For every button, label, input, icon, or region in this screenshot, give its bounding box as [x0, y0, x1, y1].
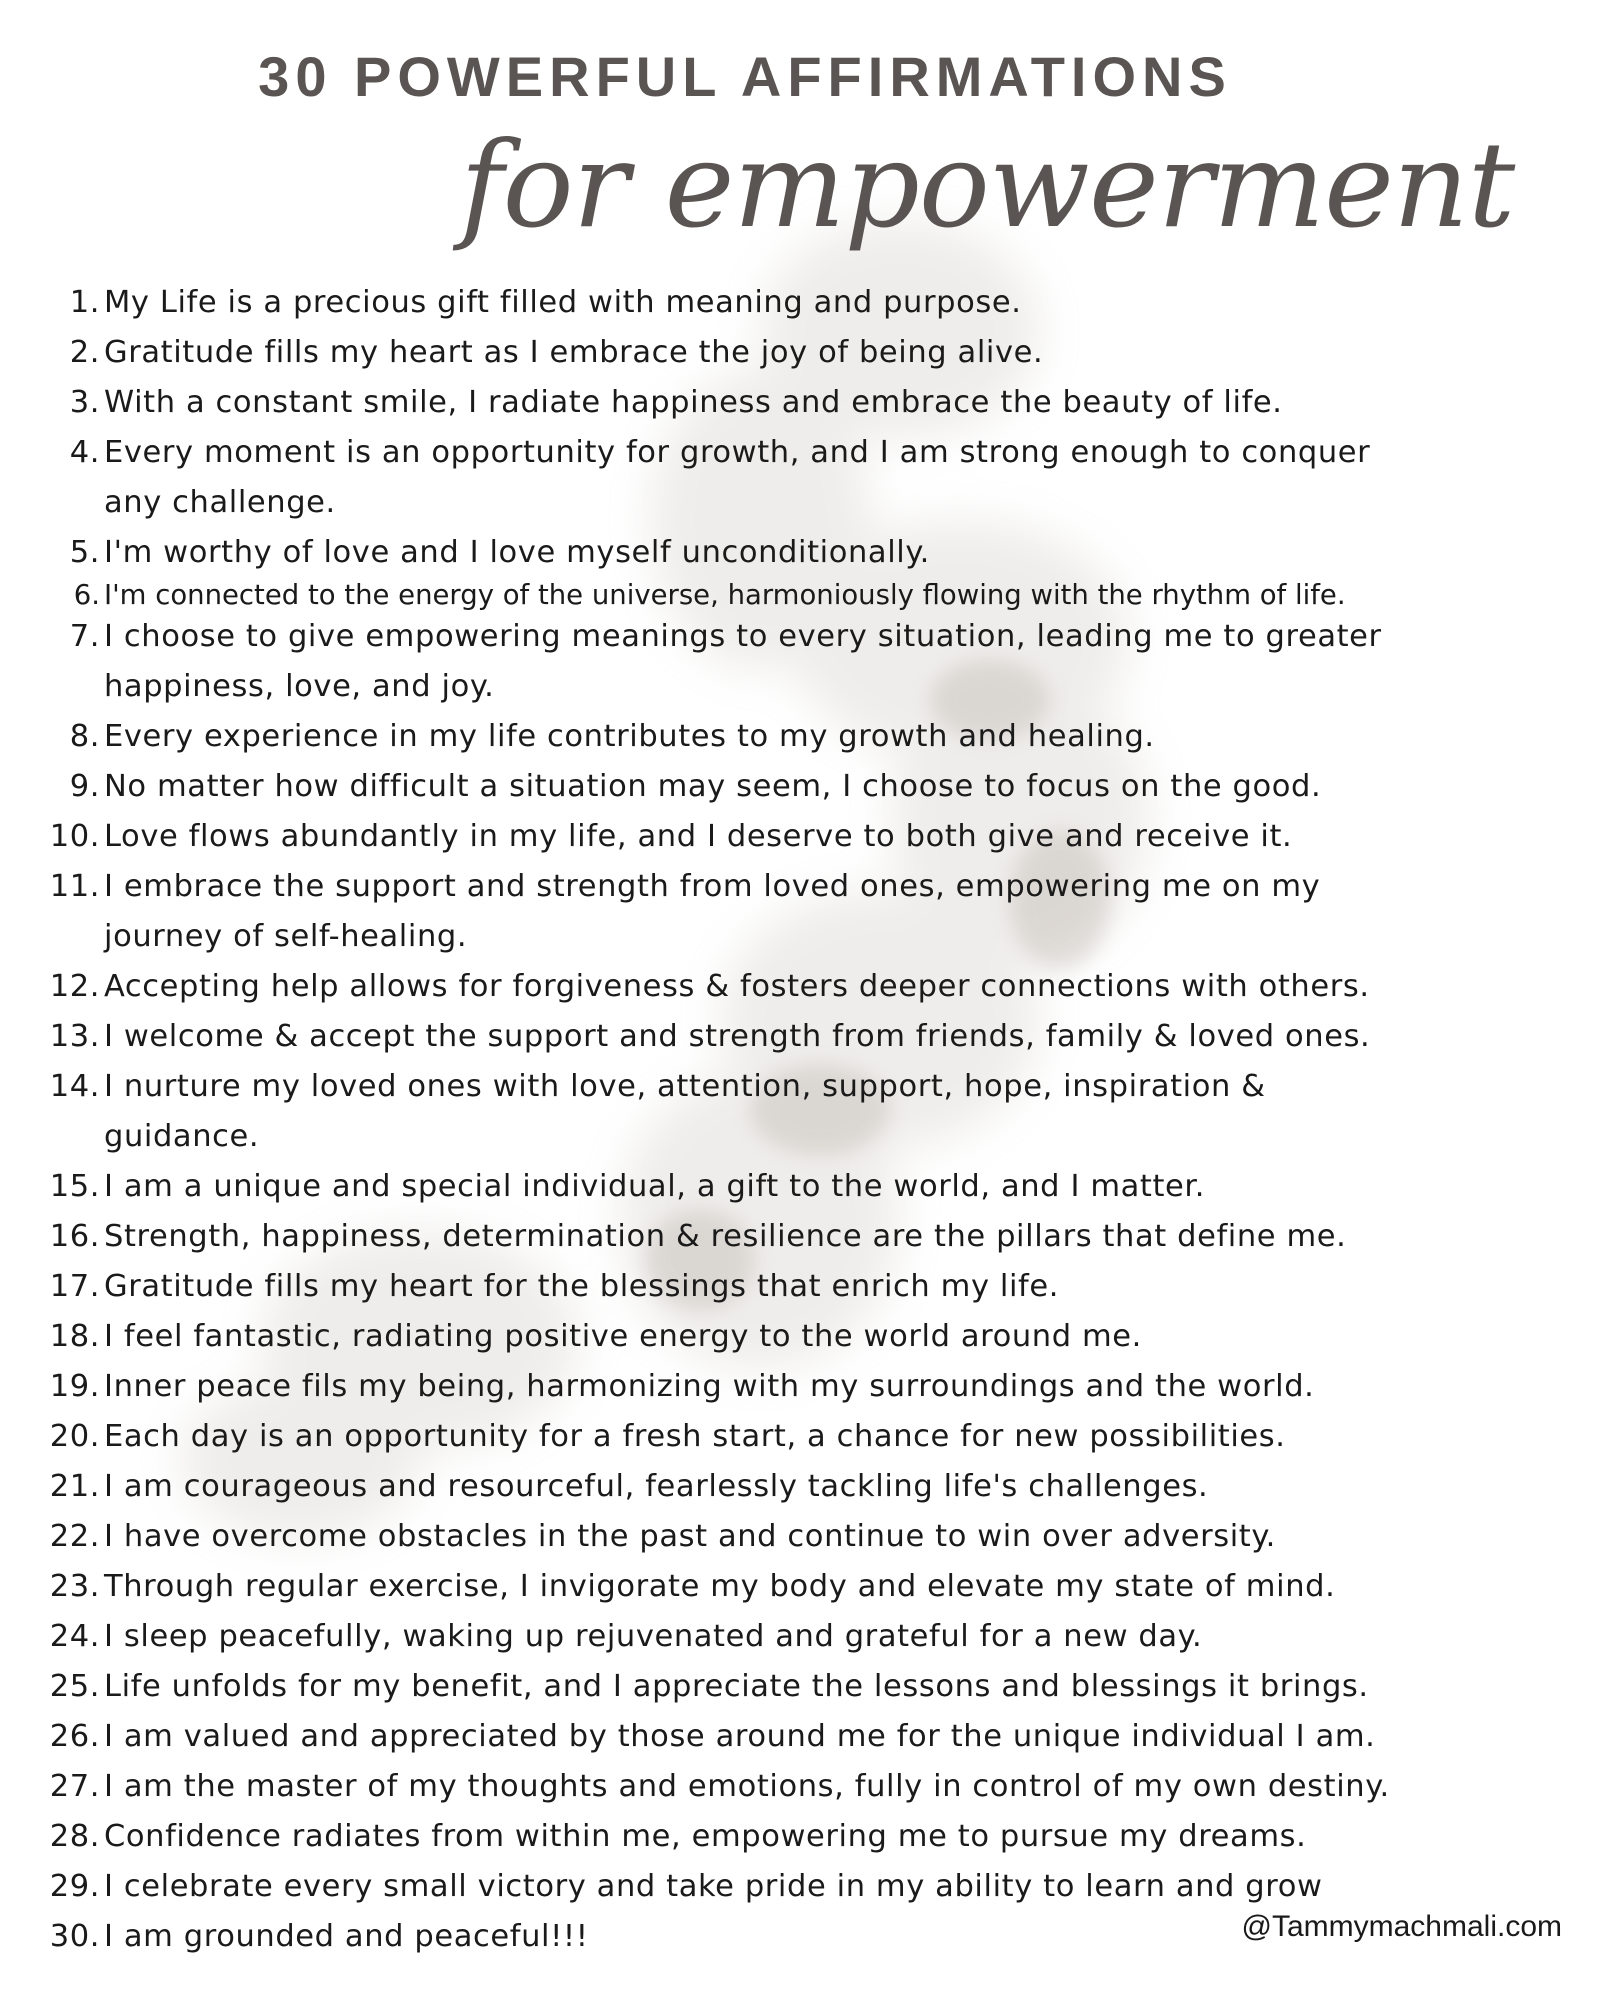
- affirmation-number: 22.: [49, 1519, 100, 1554]
- affirmation-text: Each day is an opportunity for a fresh start, a chance for new possibilities.: [104, 1419, 1286, 1454]
- affirmation-number: 27.: [49, 1769, 100, 1804]
- affirmation-text: With a constant smile, I radiate happiness and embrace the beauty of life.: [104, 385, 1283, 420]
- affirmation-number: 15.: [49, 1169, 100, 1204]
- affirmation-text: I am valued and appreciated by those around me for the unique individual I am.: [104, 1719, 1376, 1754]
- affirmation-text-continued: guidance.: [104, 1119, 260, 1154]
- credit-handle: @Tammymachmali.com: [1241, 1910, 1562, 1943]
- affirmation-text: Every moment is an opportunity for growth, and I am strong enough to conquer: [104, 435, 1371, 470]
- affirmation-text: I have overcome obstacles in the past and continue to win over adversity.: [104, 1519, 1276, 1554]
- affirmation-number: 24.: [49, 1619, 100, 1654]
- affirmation-number: 16.: [49, 1219, 100, 1254]
- affirmation-number: 9.: [69, 769, 100, 804]
- affirmation-text: I nurture my loved ones with love, attention, support, hope, inspiration &: [104, 1069, 1266, 1104]
- affirmation-number: 28.: [49, 1819, 100, 1854]
- affirmation-text-continued: any challenge.: [104, 485, 336, 520]
- affirmation-text: I sleep peacefully, waking up rejuvenated and grateful for a new day.: [104, 1619, 1203, 1654]
- affirmation-number: 3.: [69, 385, 100, 420]
- affirmation-number: 7.: [69, 619, 100, 654]
- affirmation-number: 10.: [49, 819, 100, 854]
- affirmation-number: 6.: [73, 579, 100, 611]
- affirmation-number: 14.: [49, 1069, 100, 1104]
- affirmation-number: 4.: [69, 435, 100, 470]
- page-title: 30 POWERFUL AFFIRMATIONS: [258, 45, 1232, 108]
- affirmation-text-continued: happiness, love, and joy.: [104, 669, 495, 704]
- affirmation-text: Love flows abundantly in my life, and I deserve to both give and receive it.: [104, 819, 1293, 854]
- affirmation-number: 26.: [49, 1719, 100, 1754]
- affirmation-text: Every experience in my life contributes to my growth and healing.: [104, 719, 1155, 754]
- affirmation-text: Inner peace fils my being, harmonizing with my surroundings and the world.: [104, 1369, 1315, 1404]
- affirmation-number: 25.: [49, 1669, 100, 1704]
- affirmation-text: Confidence radiates from within me, empowering me to pursue my dreams.: [104, 1819, 1307, 1854]
- affirmation-text: I embrace the support and strength from loved ones, empowering me on my: [104, 869, 1321, 904]
- affirmation-text: Life unfolds for my benefit, and I appreciate the lessons and blessings it brings.: [104, 1669, 1369, 1704]
- affirmation-text: I welcome & accept the support and strength from friends, family & loved ones.: [104, 1019, 1371, 1054]
- affirmation-text: I choose to give empowering meanings to every situation, leading me to greater: [104, 619, 1382, 654]
- affirmation-text: I'm connected to the energy of the universe, harmoniously flowing with the rhythm of life.: [104, 579, 1346, 611]
- affirmation-number: 19.: [49, 1369, 100, 1404]
- affirmation-number: 2.: [69, 335, 100, 370]
- affirmation-number: 5.: [69, 535, 100, 570]
- affirmation-number: 30.: [49, 1919, 100, 1954]
- affirmation-text: No matter how difficult a situation may seem, I choose to focus on the good.: [104, 769, 1322, 804]
- affirmation-number: 11.: [49, 869, 100, 904]
- page-subtitle: for empowerment: [460, 116, 1515, 254]
- affirmation-number: 17.: [49, 1269, 100, 1304]
- affirmation-text: I am grounded and peaceful!!!: [104, 1919, 589, 1954]
- affirmation-number: 1.: [69, 285, 100, 320]
- affirmation-number: 21.: [49, 1469, 100, 1504]
- affirmation-text: I am a unique and special individual, a gift to the world, and I matter.: [104, 1169, 1206, 1204]
- affirmation-text: Gratitude fills my heart as I embrace the joy of being alive.: [104, 335, 1044, 370]
- affirmation-text: Through regular exercise, I invigorate my body and elevate my state of mind.: [104, 1569, 1336, 1604]
- affirmation-text: I am courageous and resourceful, fearlessly tackling life's challenges.: [104, 1469, 1209, 1504]
- affirmation-text: Accepting help allows for forgiveness & fosters deeper connections with others.: [104, 969, 1370, 1004]
- affirmation-text-continued: journey of self-healing.: [104, 919, 468, 954]
- affirmation-number: 29.: [49, 1869, 100, 1904]
- affirmation-text: I'm worthy of love and I love myself unconditionally.: [104, 535, 930, 570]
- affirmation-text: I celebrate every small victory and take pride in my ability to learn and grow: [104, 1869, 1323, 1904]
- affirmation-number: 23.: [49, 1569, 100, 1604]
- affirmation-text: My Life is a precious gift filled with meaning and purpose.: [104, 285, 1022, 320]
- affirmation-number: 18.: [49, 1319, 100, 1354]
- affirmation-number: 20.: [49, 1419, 100, 1454]
- affirmation-text: I am the master of my thoughts and emotions, fully in control of my own destiny.: [104, 1769, 1390, 1804]
- affirmation-number: 12.: [49, 969, 100, 1004]
- affirmation-number: 13.: [49, 1019, 100, 1054]
- affirmation-text: I feel fantastic, radiating positive energy to the world around me.: [104, 1319, 1142, 1354]
- affirmation-number: 8.: [69, 719, 100, 754]
- affirmation-text: Gratitude fills my heart for the blessings that enrich my life.: [104, 1269, 1060, 1304]
- affirmation-text: Strength, happiness, determination & resilience are the pillars that define me.: [104, 1219, 1347, 1254]
